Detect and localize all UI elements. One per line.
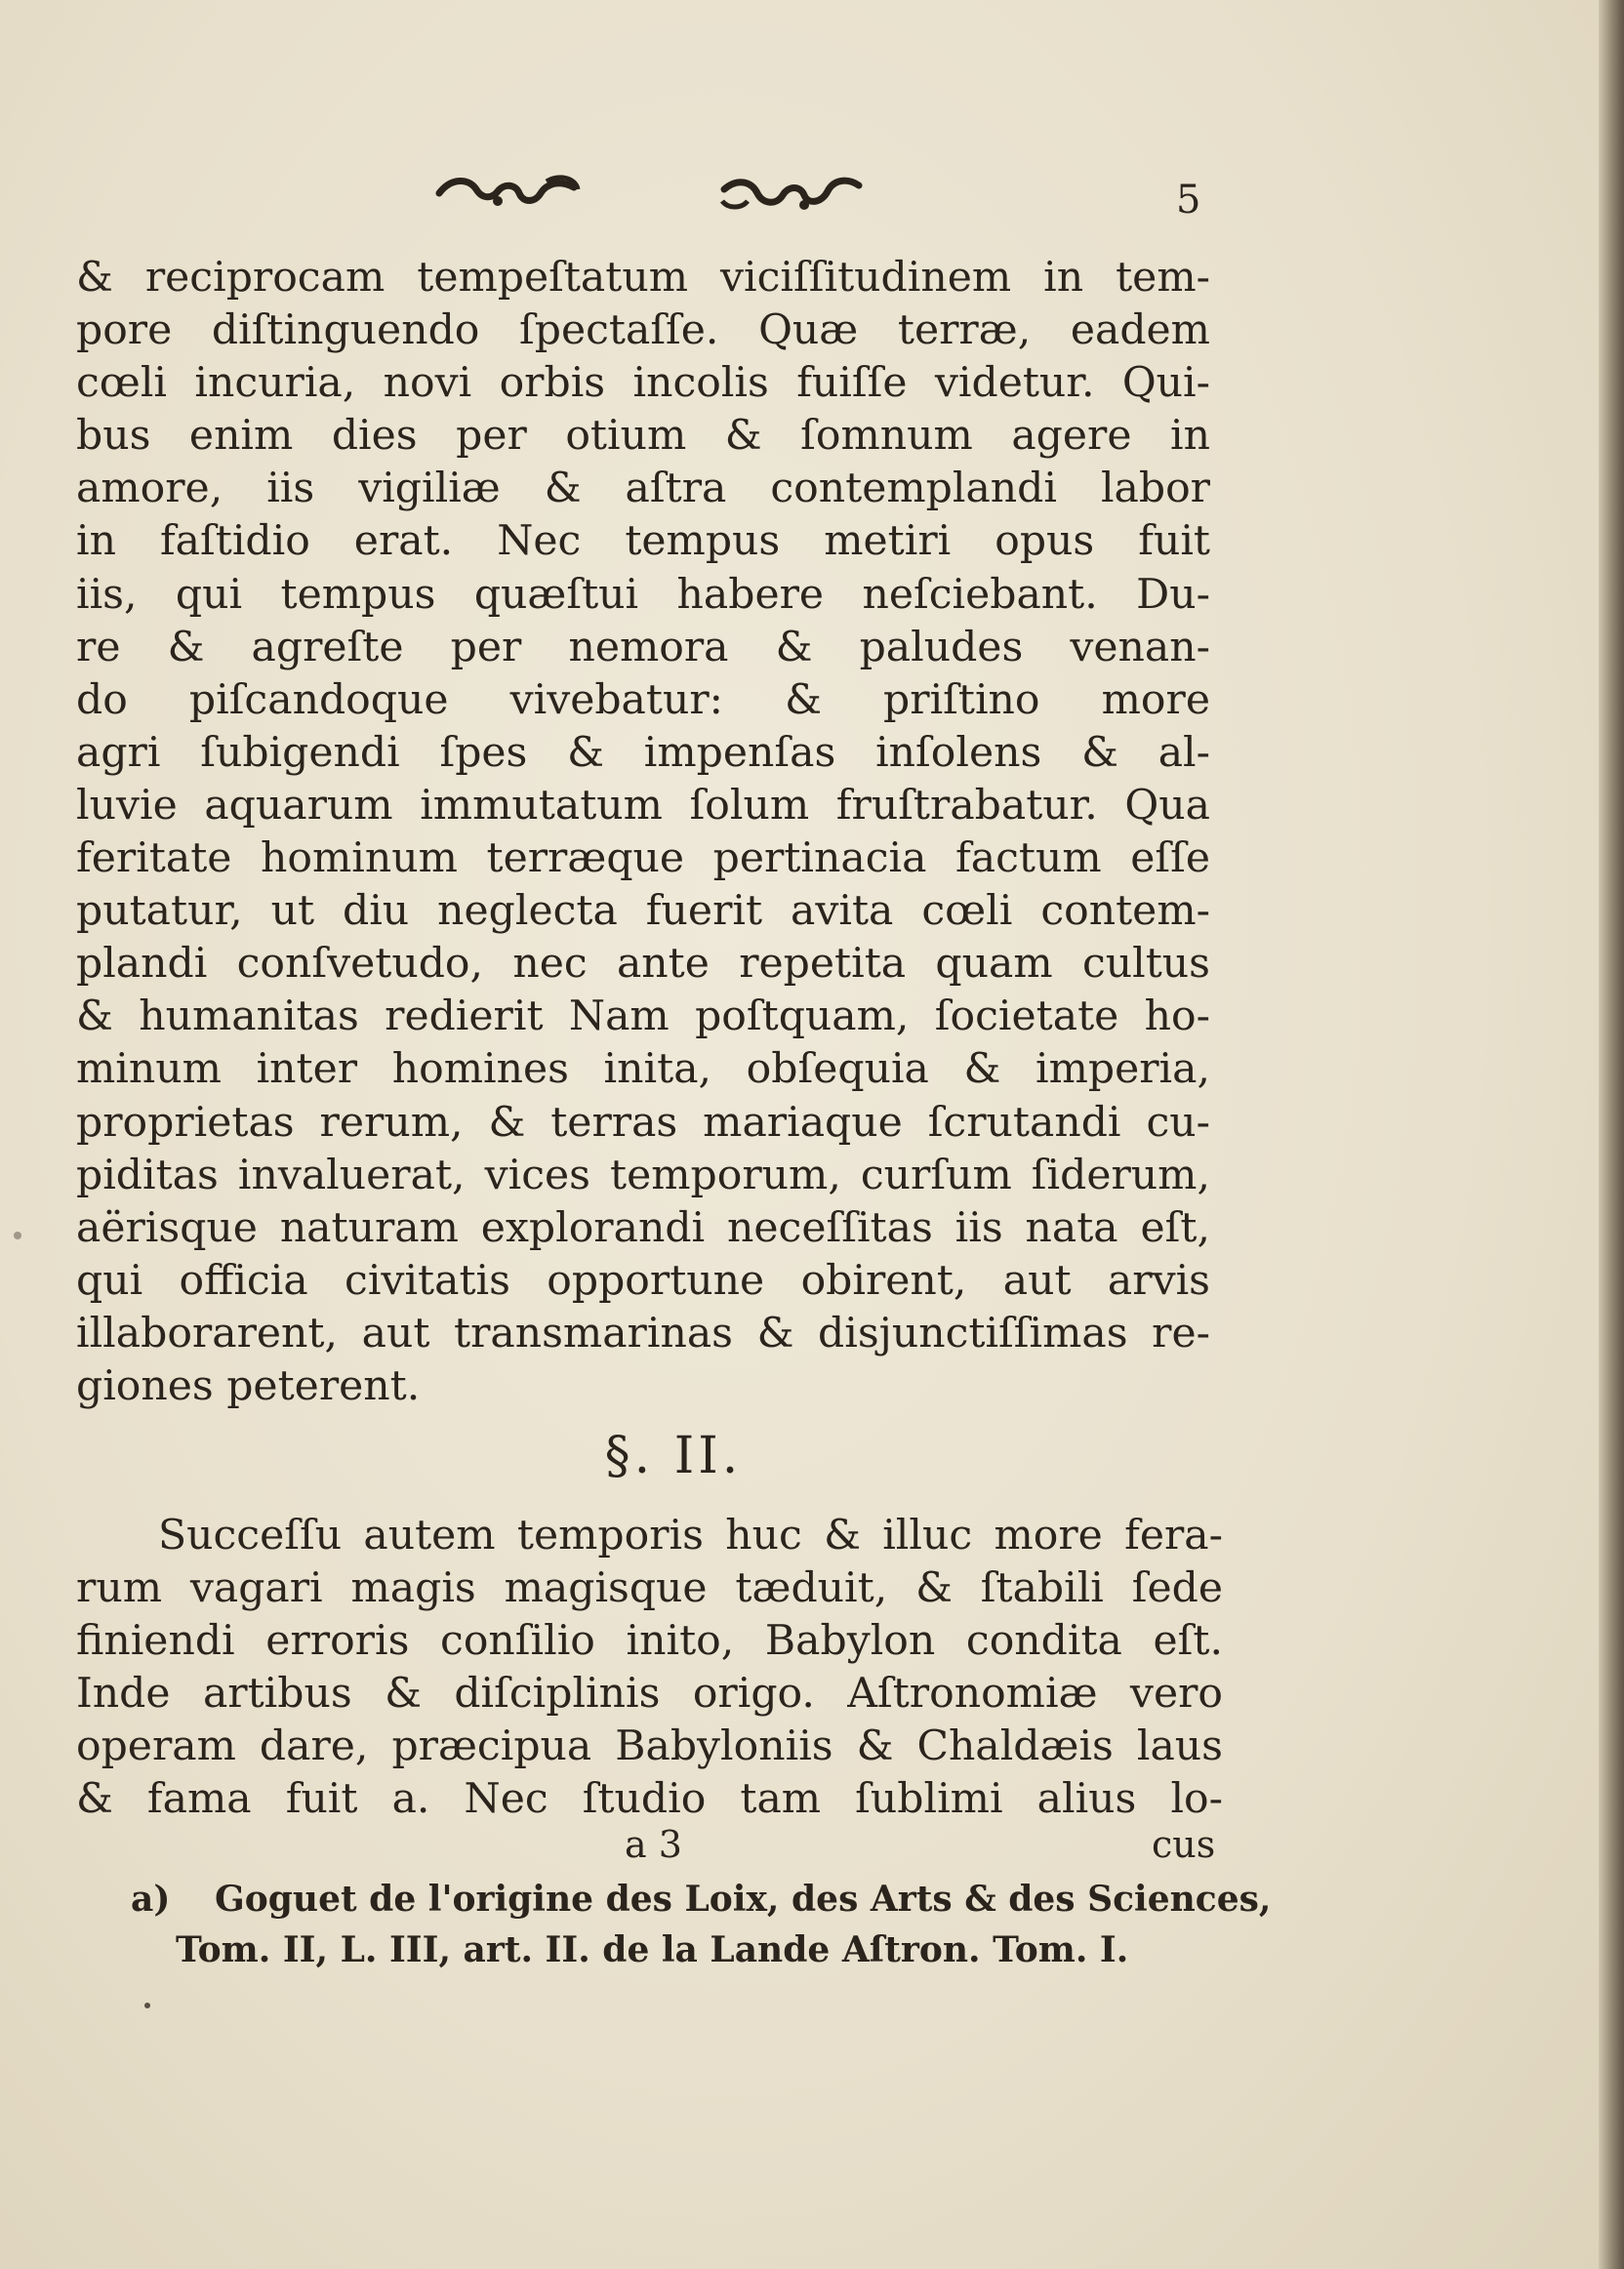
footnote-marker: a) — [131, 1879, 171, 1920]
text-line: Inde artibus & diſciplinis origo. Aſtronomiæ vero — [76, 1670, 1223, 1719]
signature-line — [0, 1823, 1601, 1872]
text-line: & reciprocam tempeſtatum viciſſitudinem in tem- — [76, 254, 1210, 302]
footnote-line: Goguet de l'origine des Loix, des Arts & des Sciences, — [215, 1879, 1272, 1920]
text-line: operam dare, præcipua Babyloniis & Chaldæis laus — [76, 1722, 1223, 1771]
text-line: putatur, ut diu neglecta fuerit avita cœli contem- — [76, 887, 1210, 936]
text-line: piditas invaluerat, vices temporum, curſum ſiderum, — [76, 1151, 1210, 1199]
paper-speck — [144, 2003, 150, 2008]
paragraph-2 — [76, 1510, 1223, 1827]
text-line: aërisque naturam explorandi neceſſitas iis nata eſt, — [76, 1203, 1210, 1252]
ornament-left-icon — [429, 172, 586, 215]
text-line: giones peterent. — [76, 1361, 421, 1410]
paper-speck — [14, 1232, 21, 1239]
text-line: finiendi erroris conſilio inito, Babylon condita eſt. — [76, 1617, 1223, 1666]
text-line: in faſtidio erat. Nec tempus metiri opus fuit — [76, 517, 1210, 566]
footnote-line: Tom. II, L. III, art. II. de la Lande Aſtron. Tom. I. — [176, 1929, 1129, 1970]
ornament-right-icon — [712, 172, 869, 215]
text-line: bus enim dies per otium & ſomnum agere in — [76, 412, 1210, 461]
text-line: feritate hominum terræque pertinacia factum eſſe — [76, 834, 1210, 883]
text-line: proprietas rerum, & terras mariaque ſcrutandi cu- — [76, 1098, 1210, 1147]
text-line: re & agreſte per nemora & paludes venan- — [76, 623, 1210, 671]
text-line: iis, qui tempus quæſtui habere neſciebant. Du- — [76, 570, 1210, 619]
text-line: do piſcandoque vivebatur: & priſtino more — [76, 675, 1210, 724]
text-line: & fama fuit a. Nec ſtudio tam ſublimi alius lo- — [76, 1775, 1223, 1824]
paragraph-1 — [76, 252, 1210, 1413]
text-line: Succeſſu autem temporis huc & illuc more fera- — [158, 1512, 1223, 1560]
text-line: plandi conſvetudo, nec ante repetita quam cultus — [76, 940, 1210, 989]
page-edge-shadow — [1599, 0, 1624, 2269]
text-line: illaborarent, aut transmarinas & disjunctiſſimas re- — [76, 1309, 1210, 1357]
text-line: qui officia civitatis opportune obirent, aut arvis — [76, 1256, 1210, 1305]
text-line: luvie aquarum immutatum ſolum fruſtrabatur. Qua — [76, 781, 1210, 830]
page-header — [0, 156, 1601, 224]
text-line: minum inter homines inita, obſequia & imperia, — [76, 1045, 1210, 1094]
text-line: rum vagari magis magisque tæduit, & ſtabili ſede — [76, 1564, 1223, 1613]
catchword: cus — [1152, 1823, 1216, 1866]
text-line: cœli incuria, novi orbis incolis fuiſſe videtur. Qui- — [76, 359, 1210, 408]
signature-mark: a 3 — [625, 1823, 682, 1866]
text-line: pore diſtinguendo ſpectaſſe. Quæ terræ, eadem — [76, 306, 1210, 355]
text-line: & humanitas redierit Nam poſtquam, ſocietate ho- — [76, 993, 1210, 1041]
footnote — [131, 1874, 1272, 1975]
page-number: 5 — [1176, 178, 1201, 223]
text-line: amore, iis vigiliæ & aſtra contemplandi labor — [76, 465, 1210, 513]
section-heading: §. II. — [604, 1427, 743, 1485]
text-line: agri ſubigendi ſpes & impenſas inſolens & al- — [76, 728, 1210, 777]
